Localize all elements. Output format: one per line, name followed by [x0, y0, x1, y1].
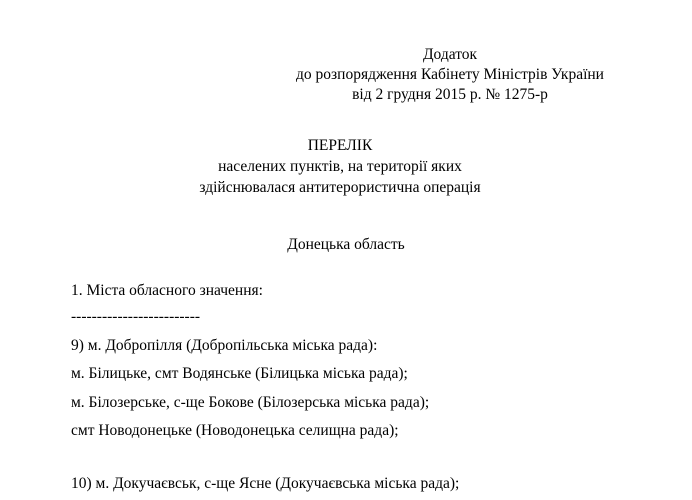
list-item-9: 9) м. Добропілля (Добропільська міська рада): [71, 337, 378, 354]
omission-separator: ------------------------- [71, 308, 201, 325]
section-cities-heading: 1. Міста обласного значення: [71, 282, 263, 299]
title-line-2: населених пунктів, на території яких [218, 158, 462, 175]
document-title [80, 136, 600, 199]
appendix-header [230, 45, 670, 105]
list-item-9-subline-1: м. Білицьке, смт Водянське (Білицька міська рада); [71, 365, 408, 382]
appendix-order-reference: до розпорядження Кабінету Міністрів України [296, 66, 604, 83]
appendix-label: Додаток [422, 46, 478, 63]
title-line-3: здійснювалася антитерористична операція [199, 179, 481, 196]
title-heading: ПЕРЕЛІК [307, 137, 373, 154]
appendix-order-date: від 2 грудня 2015 р. № 1275-р [352, 86, 548, 103]
oblast-heading: Донецька область [287, 236, 405, 253]
list-item-9-subline-2: м. Білозерське, с-ще Бокове (Білозерська міська рада); [71, 394, 430, 411]
list-item-10: 10) м. Докучаєвськ, с-ще Ясне (Докучаєвська міська рада); [71, 475, 460, 492]
list-item-9-subline-3: смт Новодонецьке (Новодонецька селищна рада); [71, 422, 399, 439]
